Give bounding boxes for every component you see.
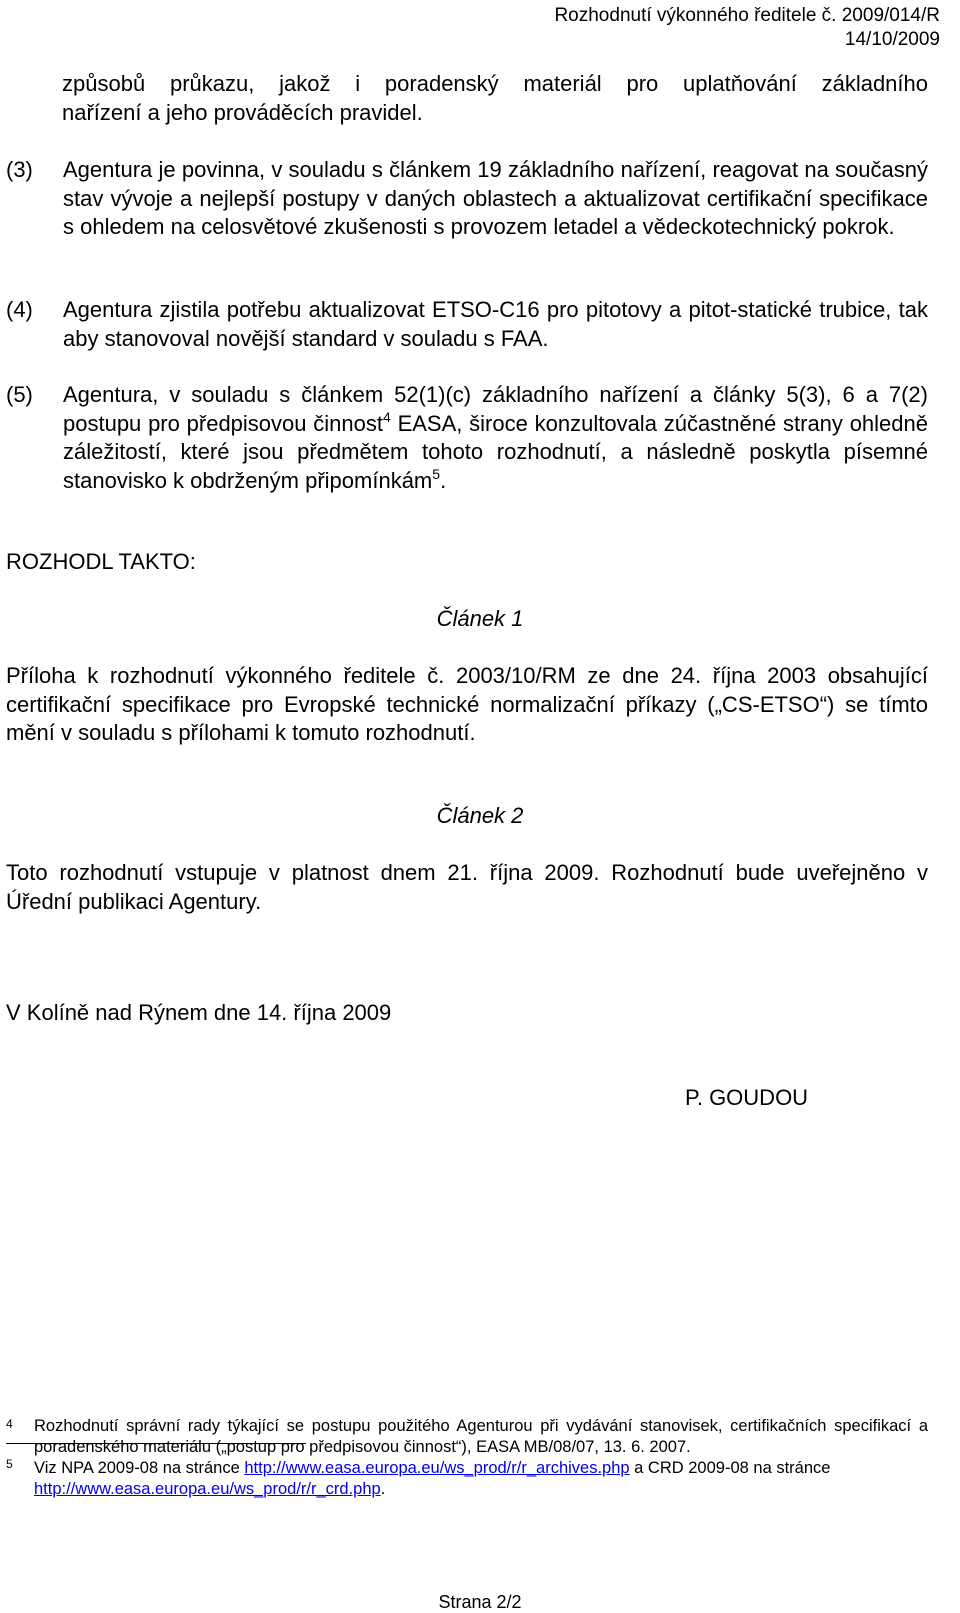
footnote-text-b: a CRD 2009-08 na stránce (629, 1459, 831, 1477)
footnote-5 (6, 1458, 928, 1500)
intro-line-1 (62, 70, 928, 99)
paragraph-text: Agentura zjistila potřebu aktualizovat ETSO-C16 pro pitotovy a pitot-statické trubice, tak aby stanovoval novější standard v souladu s FAA. (63, 297, 928, 351)
footnote-mark: 5 (6, 1457, 13, 1471)
header-date: 14/10/2009 (844, 29, 940, 50)
paragraph-text-a: Agentura, v souladu s článkem 52(1)(c) základního nařízení a články 5(3), 6 a 7(2) postupu pro předpisovou činnost (63, 382, 928, 436)
place-date: V Kolíně nad Rýnem dne 14. října 2009 (6, 1000, 392, 1025)
page-header (554, 4, 940, 52)
article-2-heading: Článek 2 (436, 803, 524, 828)
crd-link[interactable]: http://www.easa.europa.eu/ws_prod/r/r_crd.php (34, 1480, 381, 1498)
signatory: P. GOUDOU (685, 1085, 809, 1110)
header-title: Rozhodnutí výkonného ředitele č. 2009/014/R (554, 5, 940, 26)
footnote-mark: 4 (6, 1417, 13, 1431)
paragraph-4 (6, 296, 928, 353)
paragraph-text-b: EASA, široce konzultovala zúčastněné strany ohledně záležitostí, které jsou předmětem tohoto rozhodnutí, a následně poskytla písemné stanovisko k obdrženým připomínkám (63, 410, 928, 493)
paragraph-number: (4) (6, 297, 33, 322)
paragraph-3 (6, 156, 928, 242)
footnote-4 (6, 1416, 928, 1458)
page-number: Strana 2/2 (438, 1592, 522, 1612)
paragraph-text (63, 381, 928, 495)
article-1-text: Příloha k rozhodnutí výkonného ředitele č. 2003/10/RM ze dne 24. října 2003 obsahující certifikační specifikace pro Evropské technické normalizační příkazy („CS-ETSO“) se tímto mění v souladu s přílohami k tomuto rozhodnutí. (6, 663, 928, 746)
decision-heading: ROZHODL TAKTO: (6, 549, 196, 574)
article-1-heading: Článek 1 (436, 606, 524, 631)
intro-text-1: způsobů průkazu, jakož i poradenský materiál pro uplatňování základního (62, 71, 928, 96)
paragraph-5 (6, 381, 928, 495)
paragraph-text: Agentura je povinna, v souladu s článkem 19 základního nařízení, reagovat na současný stav vývoje a nejlepší postupy v daných oblastech a aktualizovat certifikační specifikace s ohledem na celosvětové zkušenosti s provozem letadel a vědeckotechnický pokrok. (63, 157, 928, 240)
article-2-text: Toto rozhodnutí vstupuje v platnost dnem 21. října 2009. Rozhodnutí bude uveřejněno v Úřední publikaci Agentury. (6, 860, 928, 914)
footnote-text-a: Viz NPA 2009-08 na stránce (34, 1459, 245, 1477)
footnote-text: Rozhodnutí správní rady týkající se postupu použitého Agenturou při vydávání stanovisek, certifikačních specifikací a poradenského materiálu („postup pro předpisovou činnost“), EASA MB/08/07, 13. 6. 2007. (34, 1417, 928, 1456)
archives-link[interactable]: http://www.easa.europa.eu/ws_prod/r/r_archives.php (244, 1459, 630, 1477)
intro-line-2: nařízení a jeho prováděcích pravidel. (62, 100, 423, 125)
footnote-text (34, 1458, 928, 1500)
paragraph-number: (5) (6, 382, 33, 407)
footnote-ref-4[interactable]: 4 (383, 408, 391, 425)
paragraph-number: (3) (6, 157, 33, 182)
paragraph-text-c: . (440, 467, 447, 493)
footnote-ref-5[interactable]: 5 (432, 465, 441, 482)
footnote-text-c: . (380, 1480, 386, 1498)
